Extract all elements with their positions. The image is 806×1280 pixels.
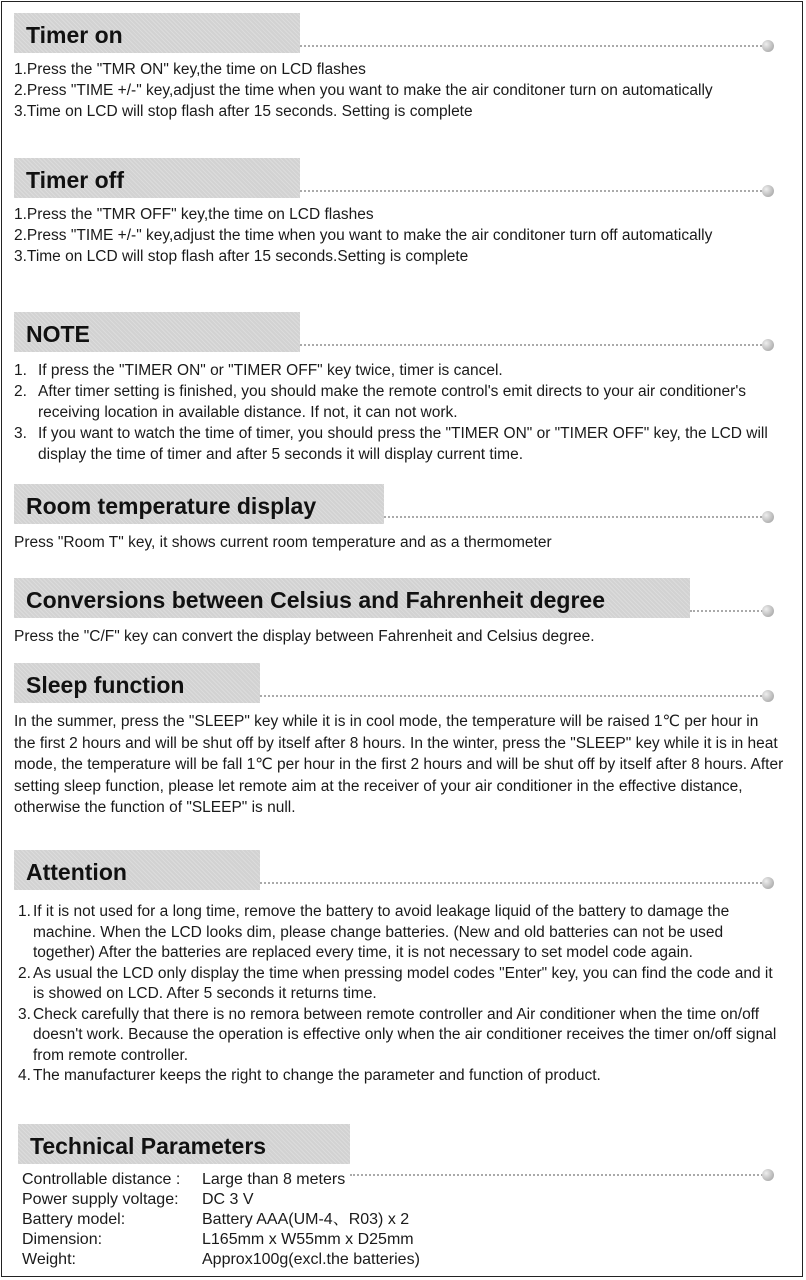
param-label: Battery model: xyxy=(22,1211,126,1228)
parameters-table xyxy=(22,1170,420,1270)
list-number: 2. xyxy=(14,383,27,400)
section-header xyxy=(0,578,806,618)
list-text: If press the "TIMER ON" or "TIMER OFF" key twice, timer is cancel. xyxy=(38,362,503,379)
section-header xyxy=(0,13,806,53)
list-item xyxy=(0,381,792,423)
header-rule xyxy=(260,695,766,698)
section-heading: Timer on xyxy=(14,13,300,53)
list-item: 1.Press the "TMR OFF" key,the time on LCD flashes xyxy=(14,206,374,223)
section-heading: Conversions between Celsius and Fahrenheit degree xyxy=(14,578,690,618)
header-dot-icon xyxy=(762,339,774,351)
list-item xyxy=(0,902,786,964)
section-heading: NOTE xyxy=(14,312,300,352)
section-technical-parameters xyxy=(0,1124,806,1164)
param-value: DC 3 V xyxy=(202,1191,254,1208)
paragraph: Press the "C/F" key can convert the display between Fahrenheit and Celsius degree. xyxy=(14,628,595,645)
section-note xyxy=(0,312,806,465)
table-row xyxy=(22,1210,420,1230)
list-number: 2. xyxy=(18,964,31,982)
section-header xyxy=(0,1124,806,1164)
header-rule xyxy=(260,882,766,885)
paragraph: Press "Room T" key, it shows current room temperature and as a thermometer xyxy=(14,534,552,551)
list-number: 1. xyxy=(14,362,27,379)
list-text: After timer setting is finished, you should make the remote control's emit directs to your air conditioner's receiving location in available distance. If not, it can not work. xyxy=(38,383,747,421)
header-rule xyxy=(384,516,766,519)
section-heading: Technical Parameters xyxy=(18,1124,350,1164)
paragraph: In the summer, press the "SLEEP" key while it is in cool mode, the temperature will be raised 1℃ per hour in the first 2 hours and will be shut off by itself after 8 hours. In the winter, press the "SLEEP" key while it is in heat mode, the temperature will be fall 1℃ per hour in the first 2 hours and will be shut off by itself after 8 hours. After setting sleep function, please let remote aim at the receiver of your air conditioner in the effective distance, otherwise the function of "SLEEP" is null. xyxy=(14,713,784,816)
header-dot-icon xyxy=(762,690,774,702)
table-row xyxy=(22,1190,420,1210)
param-value: Approx100g(excl.the batteries) xyxy=(202,1251,420,1268)
list-text: As usual the LCD only display the time when pressing model codes "Enter" key, you can find the code and it is showed on LCD. After 5 seconds it returns time. xyxy=(33,964,773,1002)
section-sleep-function xyxy=(0,663,806,819)
list-item xyxy=(0,1066,786,1087)
param-value: Large than 8 meters xyxy=(202,1171,346,1188)
header-dot-icon xyxy=(762,185,774,197)
param-label: Power supply voltage: xyxy=(22,1191,179,1208)
section-header xyxy=(0,484,806,524)
param-label: Weight: xyxy=(22,1251,76,1268)
section-conversions xyxy=(0,578,806,647)
list-item: 2.Press "TIME +/-" key,adjust the time when you want to make the air conditoner turn on automatically xyxy=(14,82,713,99)
param-value: Battery AAA(UM-4、R03) x 2 xyxy=(202,1211,410,1228)
header-rule xyxy=(300,190,766,193)
list-number: 4. xyxy=(18,1067,31,1084)
section-header xyxy=(0,158,806,198)
section-heading: Attention xyxy=(14,850,260,890)
list-text: The manufacturer keeps the right to change the parameter and function of product. xyxy=(33,1067,601,1084)
list-item: 1.Press the "TMR ON" key,the time on LCD flashes xyxy=(14,61,366,78)
list-number: 3. xyxy=(14,425,27,442)
section-header xyxy=(0,850,806,890)
header-dot-icon xyxy=(762,605,774,617)
header-dot-icon xyxy=(762,40,774,52)
section-room-temperature xyxy=(0,484,806,553)
list-item: 3.Time on LCD will stop flash after 15 seconds. Setting is complete xyxy=(14,103,473,120)
table-row xyxy=(22,1170,420,1190)
header-rule xyxy=(300,45,766,48)
list-text: If you want to watch the time of timer, you should press the "TIMER ON" or "TIMER OFF" key, the LCD will display the time of timer and after 5 seconds it will display current time. xyxy=(38,425,768,463)
list-item xyxy=(0,1005,786,1067)
table-row xyxy=(22,1230,420,1250)
list-item: 2.Press "TIME +/-" key,adjust the time when you want to make the air conditoner turn off automatically xyxy=(14,227,713,244)
list-number: 1. xyxy=(18,903,31,920)
list-item xyxy=(0,360,792,381)
list-item xyxy=(0,423,792,465)
header-rule xyxy=(300,344,766,347)
list-number: 3. xyxy=(18,1005,31,1023)
list-item xyxy=(0,964,786,1005)
param-label: Controllable distance : xyxy=(22,1171,181,1188)
list-item: 3.Time on LCD will stop flash after 15 seconds.Setting is complete xyxy=(14,248,469,265)
header-dot-icon xyxy=(762,877,774,889)
list-text: Check carefully that there is no remora between remote controller and Air conditioner when the time on/off doesn't work. Because the operation is effective only when the air conditioner receives the timer on/off signal from remote controller. xyxy=(33,1005,777,1064)
section-header xyxy=(0,663,806,703)
section-timer-off xyxy=(0,158,806,267)
section-attention xyxy=(0,850,806,1087)
section-heading: Sleep function xyxy=(14,663,260,703)
section-heading: Room temperature display xyxy=(14,484,384,524)
table-row xyxy=(22,1250,420,1270)
header-rule xyxy=(690,610,766,613)
list-text: If it is not used for a long time, remove the battery to avoid leakage liquid of the battery to damage the machine. When the LCD looks dim, please change batteries. (New and old batteries can not be used together) After the batteries are replaced every time, it is not necessary to set model code again. xyxy=(33,903,730,961)
param-label: Dimension: xyxy=(22,1231,103,1248)
section-header xyxy=(0,312,806,352)
header-dot-icon xyxy=(762,511,774,523)
param-value: L165mm x W55mm x D25mm xyxy=(202,1231,414,1248)
section-timer-on xyxy=(0,13,806,122)
header-dot-icon xyxy=(762,1169,774,1181)
section-heading: Timer off xyxy=(14,158,300,198)
